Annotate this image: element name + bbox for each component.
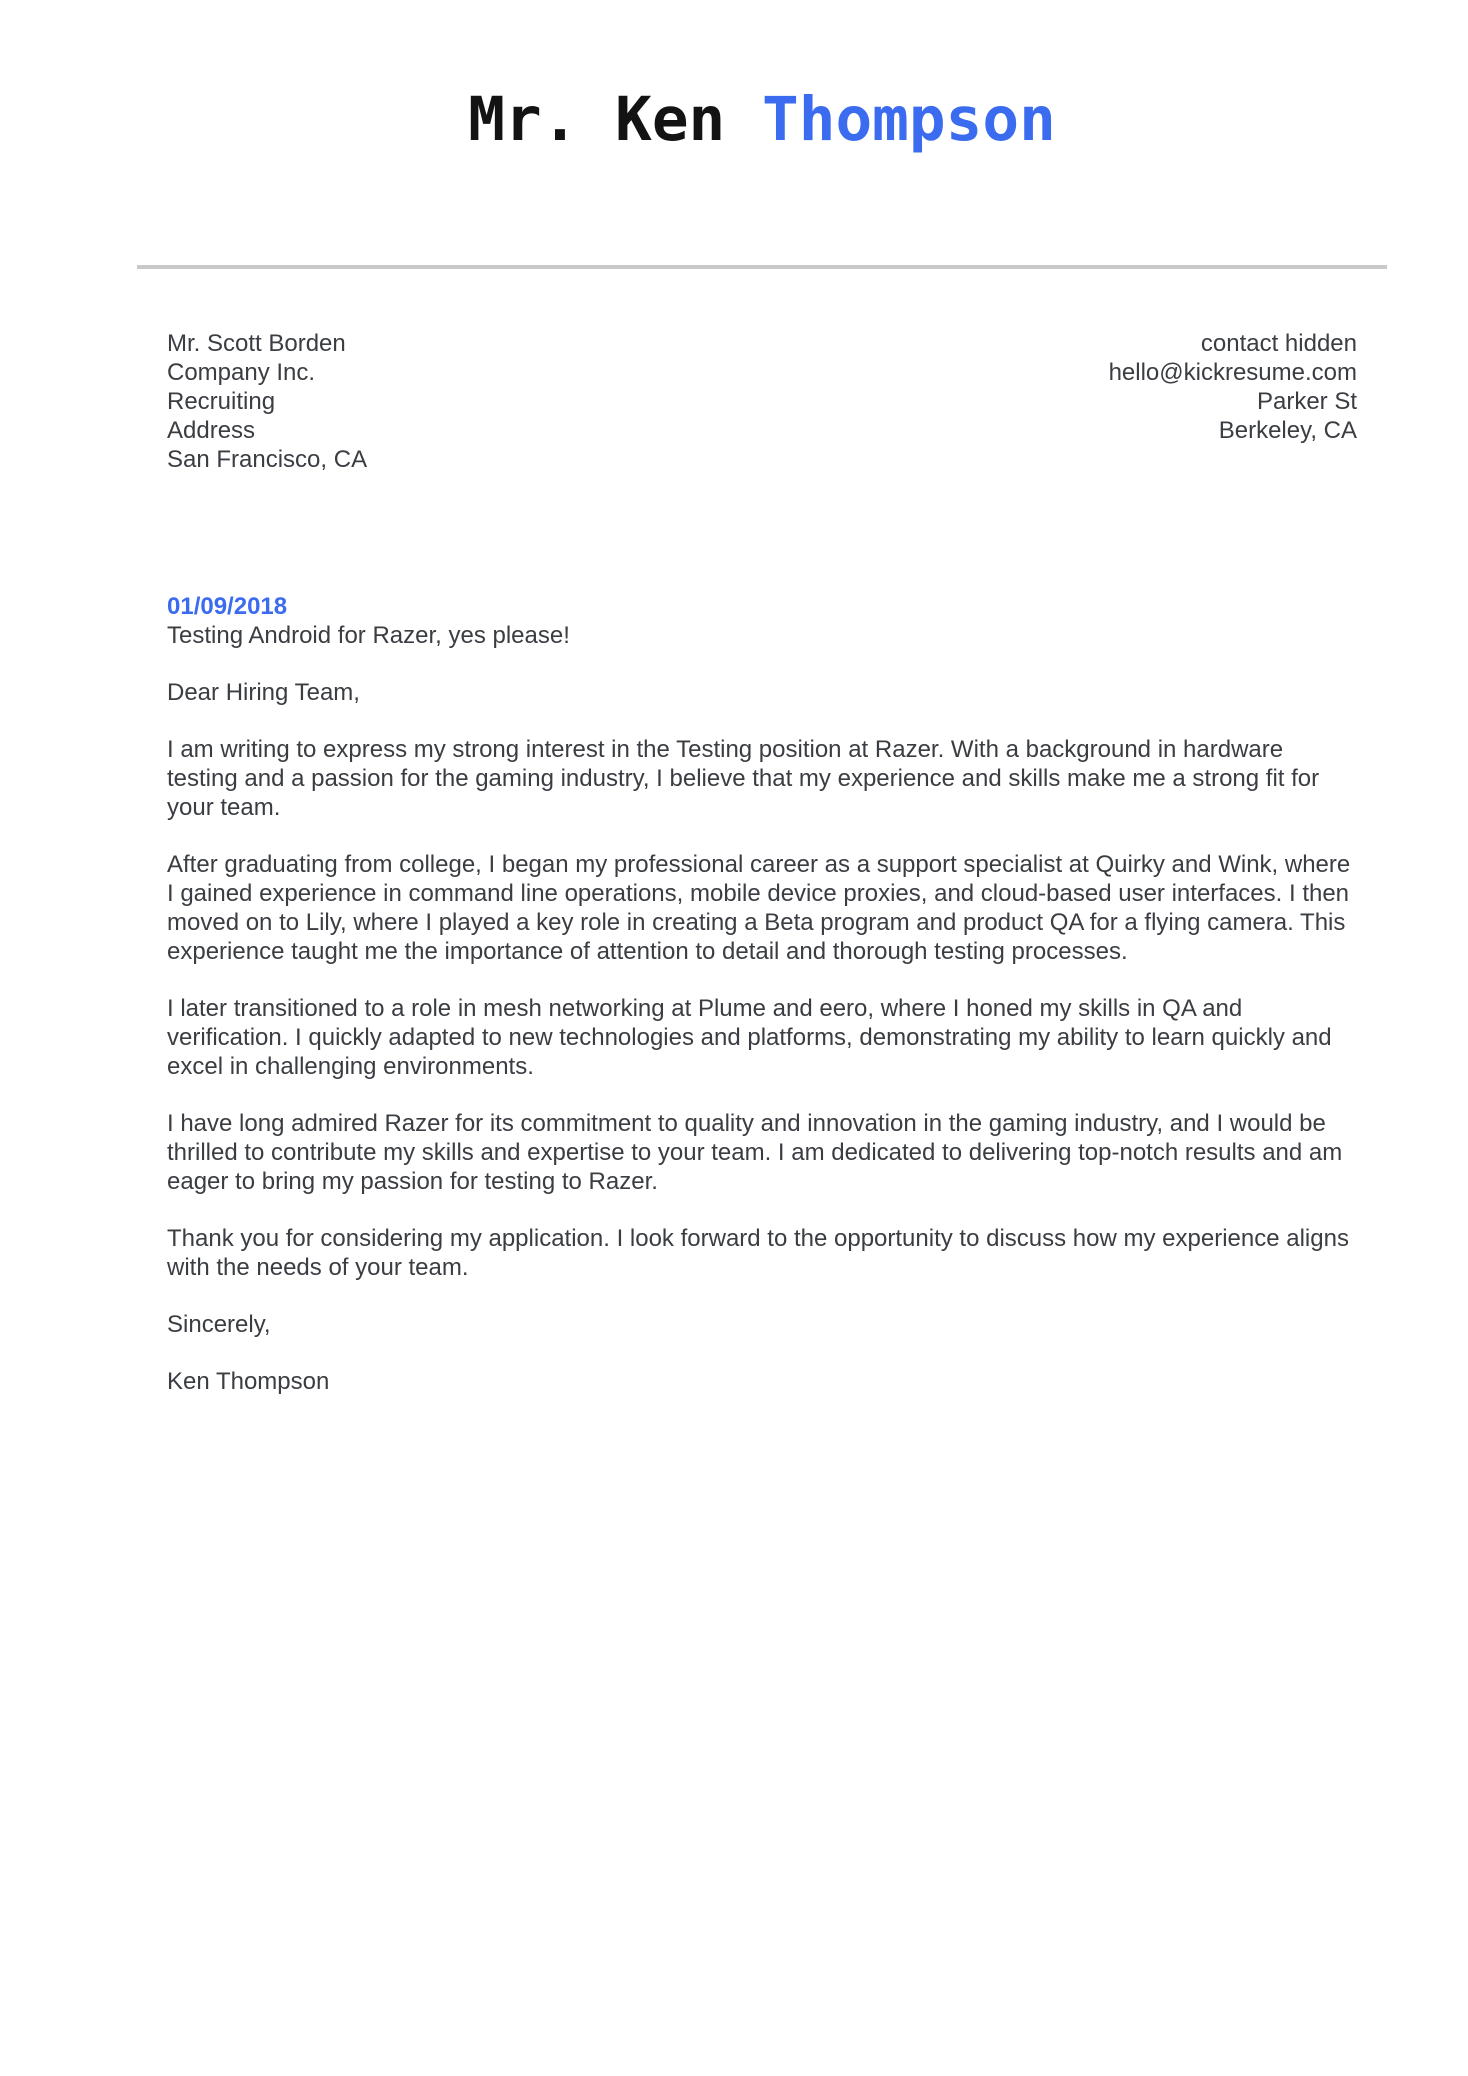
signature-name: Ken Thompson [167, 1368, 330, 1395]
candidate-surname-highlight: Thompson [762, 84, 1056, 155]
sender-contact-block [1109, 329, 1357, 445]
body-paragraph: I am writing to express my strong interest in the Testing position at Razer. With a background in hardware testing and a passion for the gaming industry, I believe that my experience and skills make me a strong fit for your team. [167, 736, 1320, 821]
sender-email: hello@kickresume.com [1108, 359, 1357, 386]
recipient-line: Mr. Scott Borden [167, 330, 346, 357]
page-title [137, 0, 1387, 156]
recipient-line: Recruiting [167, 388, 276, 415]
letter-content [137, 0, 1387, 1396]
greeting: Dear Hiring Team, [167, 679, 360, 706]
recipient-line: Company Inc. [167, 359, 316, 386]
letter-body [137, 678, 1387, 1396]
body-paragraph: After graduating from college, I began my professional career as a support specialist at Quirky and Wink, where I gained experience in command line operations, mobile device proxies, and cloud-based user interfaces. I then moved on to Lily, where I played a key role in creating a Beta program and product QA for a flying camera. This experience taught me the importance of attention to detail and thorough testing processes. [167, 851, 1351, 965]
recipient-address-block [167, 329, 367, 474]
recipient-line: San Francisco, CA [167, 446, 368, 473]
subject-line: Testing Android for Razer, yes please! [167, 622, 570, 649]
body-paragraph: I later transitioned to a role in mesh networking at Plume and eero, where I honed my skills in QA and verification. I quickly adapted to new technologies and platforms, demonstrating my ability to learn quickly and excel in challenging environments. [167, 995, 1332, 1080]
closing: Sincerely, [167, 1311, 271, 1338]
body-paragraph: I have long admired Razer for its commitment to quality and innovation in the gaming industry, and I would be thrilled to contribute my skills and expertise to your team. I am dedicated to delivering top-notch results and am eager to bring my passion for testing to Razer. [167, 1110, 1343, 1195]
sender-line: Berkeley, CA [1218, 417, 1357, 444]
address-section [137, 329, 1387, 474]
letter-date: 01/09/2018 [167, 593, 288, 620]
body-paragraph: Thank you for considering my application. I look forward to the opportunity to discuss how my experience aligns with the needs of your team. [167, 1225, 1349, 1281]
recipient-line: Address [167, 417, 256, 444]
sender-line: Parker St [1256, 388, 1357, 415]
date-subject-block [137, 592, 1387, 650]
header-divider [137, 265, 1387, 269]
sender-line: contact hidden [1200, 330, 1357, 357]
candidate-title-prefix: Mr. Ken [468, 84, 762, 155]
